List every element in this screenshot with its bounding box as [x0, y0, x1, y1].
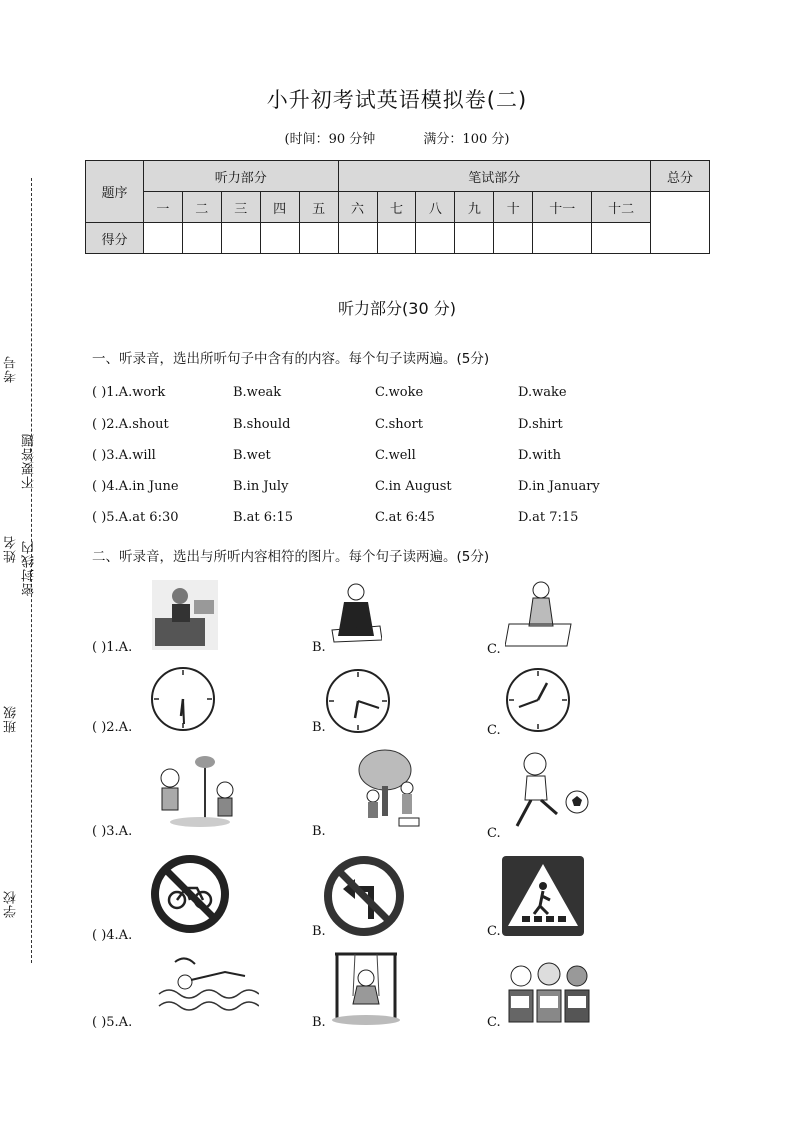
clock-icon: [150, 666, 216, 732]
listening-section-title: 听力部分(30 分): [338, 299, 456, 318]
item-number-a[interactable]: ( )5.A.: [92, 1015, 133, 1030]
swing-picture: [327, 950, 405, 1026]
option-d: D.at 7:15: [518, 510, 579, 525]
option-c: C.short: [375, 417, 423, 432]
table-num: 五: [299, 192, 338, 223]
page-title: 小升初考试英语模拟卷(二): [266, 88, 528, 112]
side-exam-no: 考号: [4, 355, 19, 383]
side-school: 学校: [4, 890, 19, 918]
item-number-a[interactable]: ( )1.A.: [92, 640, 133, 655]
table-num: 一: [143, 192, 182, 223]
option-b: B.in July: [233, 479, 289, 494]
exam-time: (时间：90 分钟: [284, 132, 376, 147]
table-listening-label: 听力部分: [143, 161, 338, 192]
swimming-picture: [155, 950, 259, 1020]
item-number-a[interactable]: ( )1.A.work: [92, 385, 166, 400]
score-table: [85, 160, 710, 254]
table-num: 十二: [592, 192, 651, 223]
option-b: B.: [312, 924, 326, 939]
item-number-a[interactable]: ( )3.A.will: [92, 448, 156, 463]
item-number-a[interactable]: ( )5.A.at 6:30: [92, 510, 179, 525]
table-num: 十一: [533, 192, 592, 223]
score-cell[interactable]: [182, 223, 221, 254]
table-writing-label: 笔试部分: [338, 161, 650, 192]
option-c: C.at 6:45: [375, 510, 435, 525]
table-num: 三: [221, 192, 260, 223]
no-left-turn-sign-icon: [323, 855, 405, 937]
clock-icon: [505, 667, 571, 733]
score-cell[interactable]: [221, 223, 260, 254]
option-d: D.with: [518, 448, 561, 463]
option-b: B.should: [233, 417, 291, 432]
option-c: C.in August: [375, 479, 452, 494]
table-total-cell[interactable]: [651, 192, 710, 254]
item-number-a[interactable]: ( )2.A.shout: [92, 417, 169, 432]
option-c: C.: [487, 924, 501, 939]
drawing-girl-picture: [505, 576, 575, 648]
option-b: B.at 6:15: [233, 510, 293, 525]
score-cell[interactable]: [143, 223, 182, 254]
item-number-a[interactable]: ( )2.A.: [92, 720, 133, 735]
part2-heading: 二、听录音，选出与所听内容相符的图片。每个句子读两遍。(5分): [92, 549, 490, 565]
option-c: C.: [487, 1015, 501, 1030]
side-name: 姓名: [4, 535, 19, 563]
table-order-label: 题序: [86, 161, 144, 223]
score-cell[interactable]: [299, 223, 338, 254]
crosswalk-sign-icon: [502, 856, 584, 936]
no-bicycle-sign-icon: [150, 854, 230, 934]
item-number-a[interactable]: ( )4.A.in June: [92, 479, 179, 494]
table-num: 二: [182, 192, 221, 223]
option-b: B.: [312, 824, 326, 839]
exam-info: [0, 128, 794, 147]
picking-fruit-picture: [355, 748, 423, 830]
option-c: C.woke: [375, 385, 424, 400]
table-num: 七: [377, 192, 416, 223]
option-c: C.well: [375, 448, 416, 463]
table-num: 十: [494, 192, 533, 223]
soccer-player-picture: [505, 748, 591, 834]
score-cell[interactable]: [338, 223, 377, 254]
side-no-answer: 不要答题: [22, 433, 37, 489]
option-c: C.: [487, 826, 501, 841]
table-score-label: 得分: [86, 223, 144, 254]
exam-full-score: 满分：100 分): [423, 132, 510, 147]
option-b: B.: [312, 720, 326, 735]
score-cell[interactable]: [416, 223, 455, 254]
item-number-a[interactable]: ( )3.A.: [92, 824, 133, 839]
singing-children-picture: [503, 956, 595, 1026]
option-d: D.in January: [518, 479, 600, 494]
part1-heading: 一、听录音，选出所听句子中含有的内容。每个句子读两遍。(5分): [92, 351, 490, 367]
option-b: B.wet: [233, 448, 271, 463]
table-num: 四: [260, 192, 299, 223]
option-b: B.: [312, 1015, 326, 1030]
score-cell[interactable]: [592, 223, 651, 254]
side-seal-line: 密封线内: [22, 540, 37, 596]
option-d: D.wake: [518, 385, 567, 400]
option-b: B.weak: [233, 385, 282, 400]
score-cell[interactable]: [377, 223, 416, 254]
clock-icon: [325, 668, 391, 734]
score-cell[interactable]: [533, 223, 592, 254]
score-cell[interactable]: [494, 223, 533, 254]
score-cell[interactable]: [455, 223, 494, 254]
option-c: C.: [487, 723, 501, 738]
table-total-label: 总分: [651, 161, 710, 192]
office-worker-picture: [150, 578, 220, 652]
table-num: 六: [338, 192, 377, 223]
item-number-a[interactable]: ( )4.A.: [92, 928, 133, 943]
table-num: 九: [455, 192, 494, 223]
table-num: 八: [416, 192, 455, 223]
score-cell[interactable]: [260, 223, 299, 254]
option-b: B.: [312, 640, 326, 655]
option-d: D.shirt: [518, 417, 563, 432]
writing-student-picture: [330, 578, 382, 644]
side-class: 班级: [4, 705, 19, 733]
option-c: C.: [487, 642, 501, 657]
planting-tree-picture: [150, 750, 240, 830]
